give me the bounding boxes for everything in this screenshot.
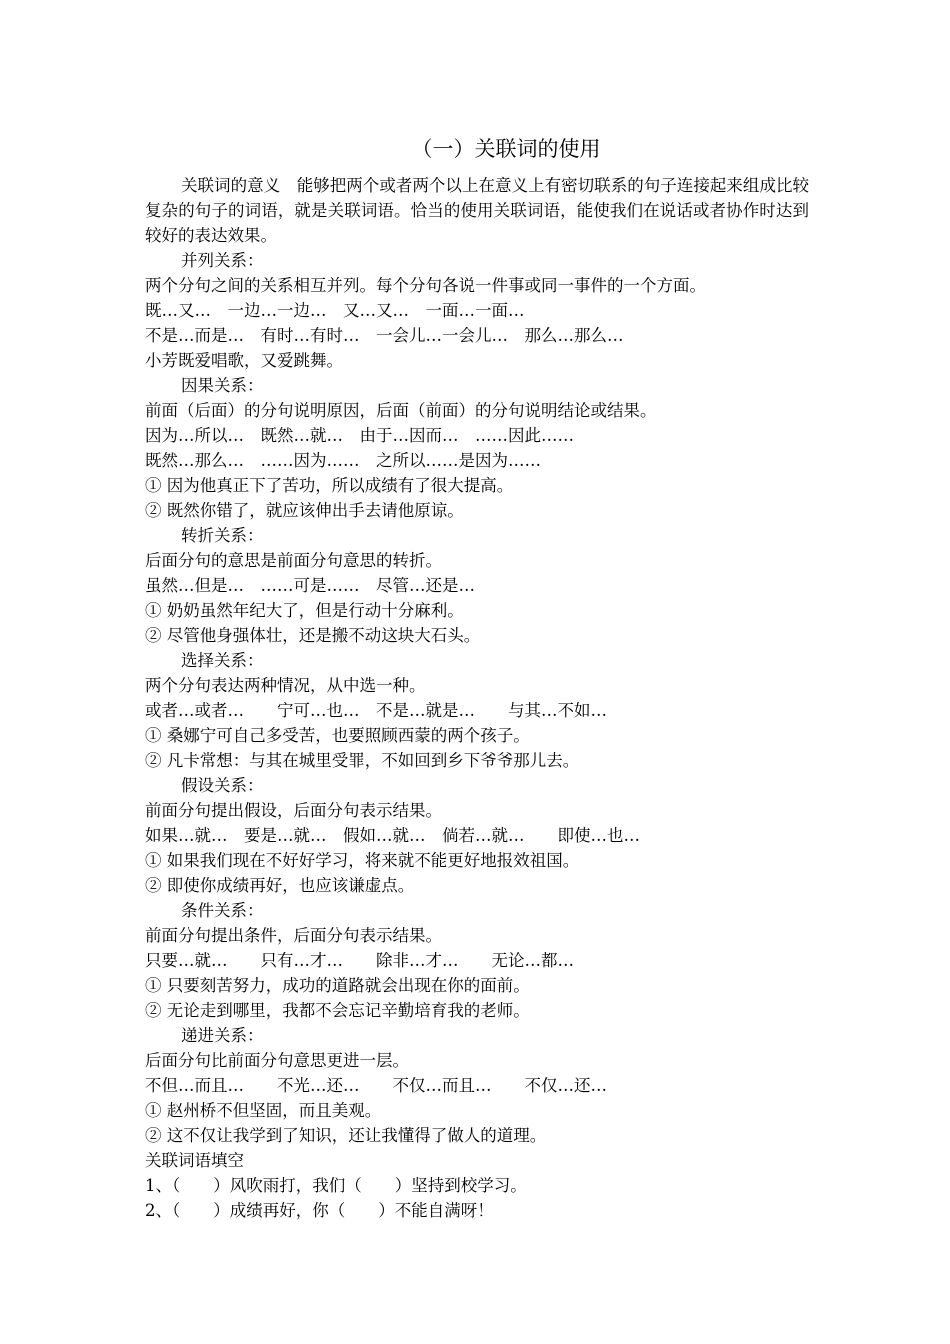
section-conditional xyxy=(145,898,809,1023)
intro-paragraph: 关联词的意义 能够把两个或者两个以上在意义上有密切联系的句子连接起来组成比较复杂的句子的词语，就是关联词语。恰当的使用关联词语，能使我们在说话或者协作时达到较好的表达效果。 xyxy=(145,176,809,245)
document-title: （一）关联词的使用 xyxy=(411,137,601,161)
section-line: 虽然…但是… ……可是…… 尽管…还是… xyxy=(145,576,475,595)
document-page xyxy=(145,133,809,1223)
section-hypothetical xyxy=(145,773,809,898)
section-line: 不是…而是… 有时…有时… 一会儿…一会儿… 那么…那么… xyxy=(145,326,624,345)
exercise-heading: 关联词语填空 xyxy=(145,1151,244,1170)
exercise-section xyxy=(145,1148,809,1223)
section-line: ② 尽管他身强体壮，还是搬不动这块大石头。 xyxy=(145,626,481,645)
section-line: ② 凡卡常想：与其在城里受罪，不如回到乡下爷爷那儿去。 xyxy=(145,751,580,770)
section-causal xyxy=(145,373,809,523)
section-line: 既然…那么… ……因为…… 之所以……是因为…… xyxy=(145,451,541,470)
section-adversative xyxy=(145,523,809,648)
section-line: ② 这不仅让我学到了知识，还让我懂得了做人的道理。 xyxy=(145,1126,547,1145)
section-line: 前面（后面）的分句说明原因，后面（前面）的分句说明结论或结果。 xyxy=(145,401,657,420)
section-line: 如果…就… 要是…就… 假如…就… 倘若…就… 即使…也… xyxy=(145,826,640,845)
section-progressive xyxy=(145,1023,809,1148)
section-line: ① 奶奶虽然年纪大了，但是行动十分麻利。 xyxy=(145,601,464,620)
section-line: 既…又… 一边…一边… 又…又… 一面…一面… xyxy=(145,301,525,320)
section-line: 两个分句表达两种情况，从中选一种。 xyxy=(145,676,426,695)
section-heading: 选择关系： xyxy=(181,651,264,670)
section-parallel xyxy=(145,248,809,373)
section-line: 不但…而且… 不光…还… 不仅…而且… 不仅…还… xyxy=(145,1076,607,1095)
section-line: ② 既然你错了，就应该伸出手去请他原谅。 xyxy=(145,501,464,520)
exercise-item: 2、（ ）成绩再好，你（ ）不能自满呀！ xyxy=(145,1201,494,1220)
section-heading: 转折关系： xyxy=(181,526,264,545)
section-line: 小芳既爱唱歌，又爱跳舞。 xyxy=(145,351,343,370)
section-line: ① 桑娜宁可自己多受苦，也要照顾西蒙的两个孩子。 xyxy=(145,726,530,745)
section-line: 后面分句比前面分句意思更进一层。 xyxy=(145,1051,409,1070)
section-line: 前面分句提出条件，后面分句表示结果。 xyxy=(145,926,442,945)
section-line: ① 只要刻苦努力，成功的道路就会出现在你的面前。 xyxy=(145,976,530,995)
section-heading: 并列关系： xyxy=(181,251,264,270)
section-line: 后面分句的意思是前面分句意思的转折。 xyxy=(145,551,442,570)
section-line: ① 因为他真正下了苦功，所以成绩有了很大提高。 xyxy=(145,476,514,495)
section-line: 只要…就… 只有…才… 除非…才… 无论…都… xyxy=(145,951,574,970)
section-line: ② 无论走到哪里，我都不会忘记辛勤培育我的老师。 xyxy=(145,1001,530,1020)
section-line: ① 赵州桥不但坚固，而且美观。 xyxy=(145,1101,382,1120)
section-line: 因为…所以… 既然…就… 由于…因而… ……因此…… xyxy=(145,426,574,445)
section-line: 两个分句之间的关系相互并列。每个分句各说一件事或同一事件的一个方面。 xyxy=(145,276,706,295)
exercise-item: 1、（ ）风吹雨打，我们（ ）坚持到校学习。 xyxy=(145,1176,527,1195)
section-line: 前面分句提出假设，后面分句表示结果。 xyxy=(145,801,442,820)
section-heading: 递进关系： xyxy=(181,1026,264,1045)
section-heading: 条件关系： xyxy=(181,901,264,920)
section-heading: 假设关系： xyxy=(181,776,264,795)
section-alternative xyxy=(145,648,809,773)
section-line: 或者…或者… 宁可…也… 不是…就是… 与其…不如… xyxy=(145,701,607,720)
section-line: ① 如果我们现在不好好学习，将来就不能更好地报效祖国。 xyxy=(145,851,580,870)
section-heading: 因果关系： xyxy=(181,376,264,395)
section-line: ② 即使你成绩再好，也应该谦虚点。 xyxy=(145,876,415,895)
